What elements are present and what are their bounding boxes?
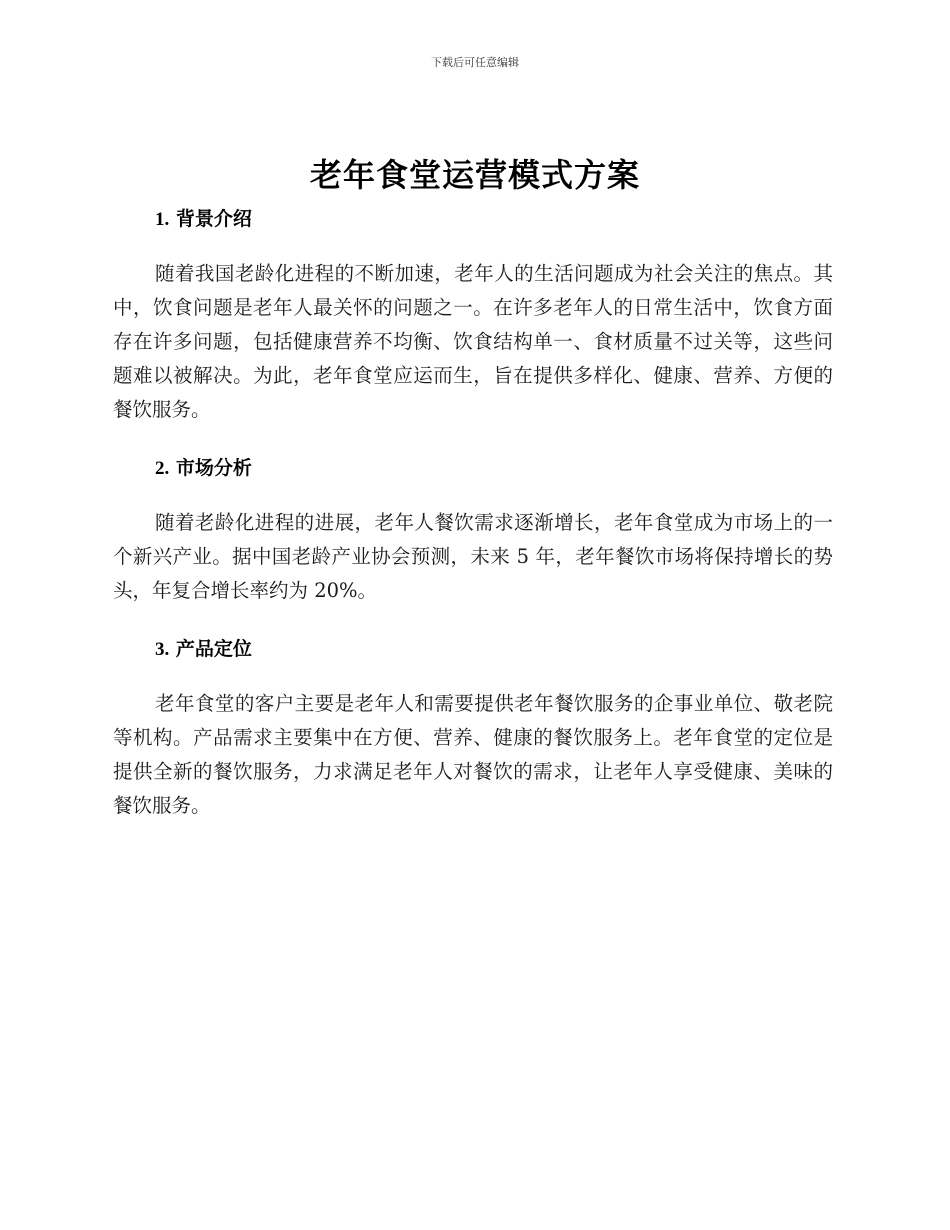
section-heading-background [155, 204, 833, 235]
header-note: 下载后可任意编辑 [431, 56, 519, 69]
section-title: 市场分析 [175, 457, 252, 479]
section-title: 产品定位 [175, 638, 252, 660]
document-title: 老年食堂运营模式方案 [309, 156, 640, 194]
section-paragraph-positioning: 老年食堂的客户主要是老年人和需要提供老年餐饮服务的企事业单位、敬老院等机构。产品需求主要集中在方便、营养、健康的餐饮服务上。老年食堂的定位是提供全新的餐饮服务，力求满足老年人对餐饮的需求，让老年人享受健康、美味的餐饮服务。 [113, 692, 833, 817]
section-number: 1. [155, 209, 170, 230]
section-heading-market [155, 453, 833, 484]
section-paragraph-market: 随着老龄化进程的进展，老年人餐饮需求逐渐增长，老年食堂成为市场上的一个新兴产业。据中国老龄产业协会预测，未来 5 年，老年餐饮市场将保持增长的势头，年复合增长率约为 20%。 [113, 511, 833, 602]
document-body [113, 204, 833, 849]
section-number: 3. [155, 639, 170, 660]
section-title: 背景介绍 [175, 208, 252, 230]
section-heading-positioning [155, 634, 833, 665]
section-number: 2. [155, 458, 170, 479]
section-paragraph-background: 随着我国老龄化进程的不断加速，老年人的生活问题成为社会关注的焦点。其中，饮食问题是老年人最关怀的问题之一。在许多老年人的日常生活中，饮食方面存在许多问题，包括健康营养不均衡、饮食结构单一、食材质量不过关等，这些问题难以被解决。为此，老年食堂应运而生，旨在提供多样化、健康、营养、方便的餐饮服务。 [113, 262, 833, 421]
